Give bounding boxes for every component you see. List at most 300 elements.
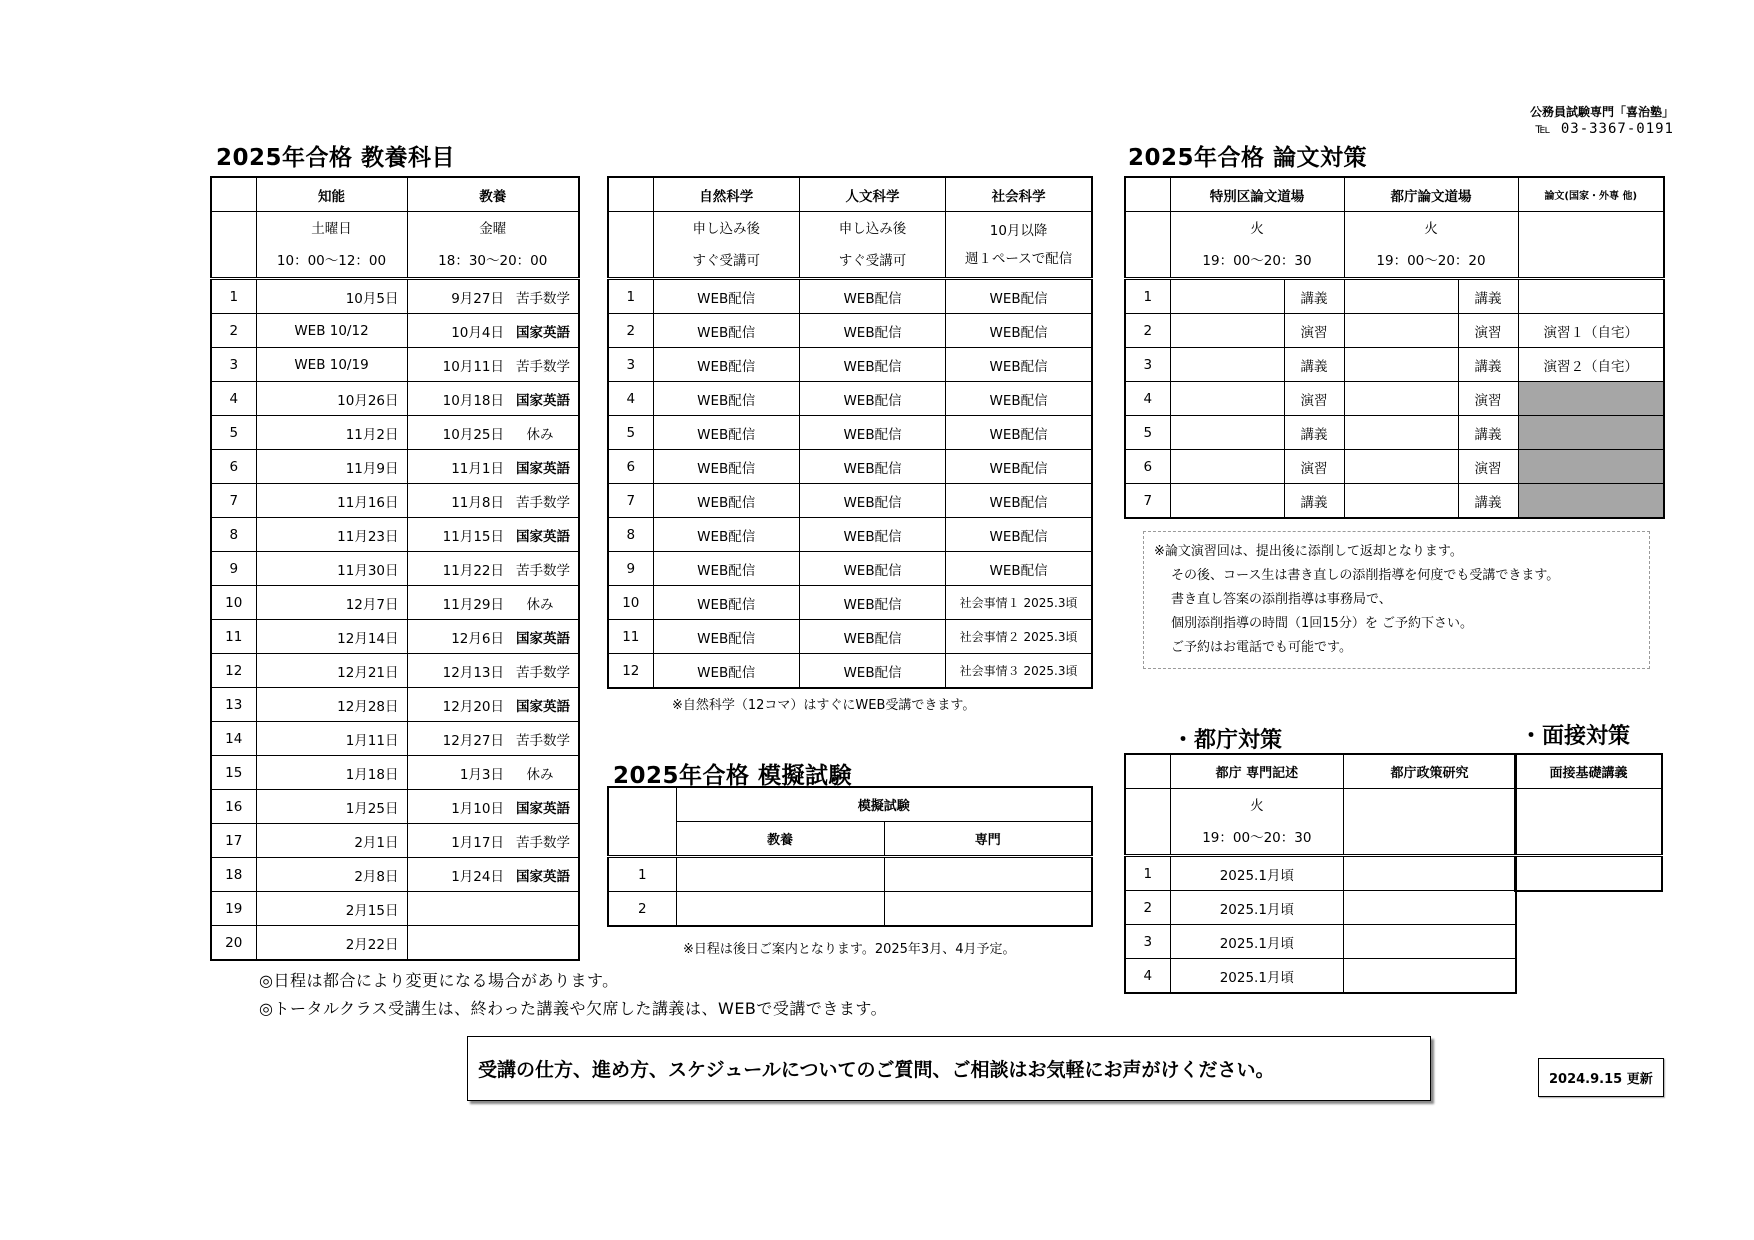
table-row [211,279,579,314]
tokubetsuku-time [1170,212,1344,279]
kyoyo-subject: 苦手数学 [516,664,570,681]
tocho-type: 演習 [1458,382,1518,416]
tocho-type: 講義 [1458,416,1518,450]
sub-line: 週１ペースで配信 [964,250,1073,267]
row-number: 5 [1125,416,1170,450]
chino-date: 12月14日 [256,620,407,654]
row-number: 1 [608,857,676,892]
org-header [1530,104,1674,138]
kagaku-schedule-table [607,176,1093,689]
table-row [211,722,579,756]
table-row [211,450,579,484]
tokubetsuku-type: 演習 [1284,314,1344,348]
corner-cell [1125,212,1170,279]
shakai-cell: WEB配信 [946,416,1092,450]
col-header-shizen: 自然科学 [653,177,799,212]
note-line: 個別添削指導の時間（1回15分）を ご予約下さい。 [1171,616,1473,631]
table-row [211,314,579,348]
chino-date: 11月23日 [256,518,407,552]
col-header-tokubetsuku: 特別区論文道場 [1170,177,1344,212]
kyoyo-entry [407,416,579,450]
chino-date: WEB 10/19 [256,348,407,382]
kyoyo-entry [407,756,579,790]
row-number: 13 [211,688,256,722]
tokubetsuku-blank [1170,314,1284,348]
inquiry-banner [467,1036,1431,1101]
shakai-cell: WEB配信 [946,279,1092,314]
row-number: 1 [211,279,256,314]
updated-stamp: 2024.9.15 更新 [1538,1058,1664,1097]
kyoyo-date: 10月25日 [442,426,504,443]
shakai-cell: WEB配信 [946,348,1092,382]
tocho-seisaku-cell [1344,925,1516,959]
kyoyo-subject: 国家英語 [516,868,570,885]
mensetsu-row-1 [1515,856,1662,892]
ronbun-note-box [1143,531,1650,669]
row-number: 17 [211,824,256,858]
kyoyo-date: 11月15日 [442,528,504,545]
tocho-type: 講義 [1458,279,1518,314]
table-row [211,586,579,620]
kyoyo-date: 11月22日 [442,562,504,579]
sub-line: 19：00〜20：30 [1202,829,1312,846]
row-number: 2 [608,314,653,348]
table-row [608,552,1092,586]
col-header-mensetsu: 面接基礎講義 [1515,754,1662,789]
row-number: 12 [608,654,653,689]
shakai-cell: WEB配信 [946,552,1092,586]
sub-line: 申し込み後 [838,220,907,237]
table-row [608,620,1092,654]
kyoyo-entry [407,824,579,858]
kyoyo-subject: 休み [526,766,554,783]
table-row [211,688,579,722]
note-line: ご予約はお電話でも可能です。 [1171,640,1352,655]
chino-date: 2月22日 [256,926,407,961]
jinbun-cell: WEB配信 [799,654,945,689]
kagaku-note: ※自然科学（12コマ）はすぐにWEB受講できます。 [672,698,976,713]
corner-cell [1125,177,1170,212]
chino-date: 11月9日 [256,450,407,484]
corner-cell [608,212,653,279]
row-number: 9 [211,552,256,586]
sub-line: 19：00〜20：20 [1376,252,1486,269]
ronbun-table [1124,176,1665,519]
chino-date: 12月21日 [256,654,407,688]
tocho-type: 講義 [1458,348,1518,382]
kyoyo-date: 11月1日 [451,460,504,477]
chino-date: 11月30日 [256,552,407,586]
kyoyo-entry [407,518,579,552]
row-number: 1 [608,279,653,314]
table-row [1125,279,1664,314]
kyoyo-subject: 国家英語 [516,528,570,545]
kyoyo-subject: 苦手数学 [516,290,570,307]
org-tel: ℡ 03-3367-0191 [1535,121,1674,137]
table-row [211,484,579,518]
chino-date: 1月11日 [256,722,407,756]
table-row [211,824,579,858]
jinbun-cell: WEB配信 [799,348,945,382]
tokubetsuku-blank [1170,382,1284,416]
table-row [608,416,1092,450]
tocho-senmon-date: 2025.1月頃 [1170,925,1343,959]
chino-date: 1月18日 [256,756,407,790]
kyoyo-entry [407,348,579,382]
table-row [211,518,579,552]
tokubetsuku-blank [1170,484,1284,519]
kyoyo-entry [407,858,579,892]
kyoyo-entry [407,450,579,484]
shakai-cell: 社会事情２ 2025.3頃 [946,620,1092,654]
row-number: 4 [1125,382,1170,416]
row-number: 8 [211,518,256,552]
table-row [1125,348,1664,382]
row-number: 6 [1125,450,1170,484]
org-name: 公務員試験専門「喜治塾」 [1529,105,1674,119]
tokubetsuku-type: 演習 [1284,382,1344,416]
row-number: 11 [211,620,256,654]
kyoyo-subject: 国家英語 [516,800,570,817]
mogi-senmon-header: 専門 [884,822,1092,857]
col-header-tocho-senmon: 都庁 専門記述 [1170,754,1343,789]
chino-day: 土曜日 [311,220,352,237]
corner-cell [1125,789,1170,856]
kyoyo-subject: 国家英語 [516,460,570,477]
table-row [211,416,579,450]
shizen-cell: WEB配信 [653,654,799,689]
row-number: 10 [608,586,653,620]
mogi-kyoyo-cell [676,892,884,927]
shizen-cell: WEB配信 [653,484,799,518]
jinbun-cell: WEB配信 [799,279,945,314]
tocho-blank [1344,382,1458,416]
kokka-cell [1518,450,1664,484]
chino-date: 11月16日 [256,484,407,518]
tocho-ronbun-time [1344,212,1518,279]
note-line: その後、コース生は書き直しの添削指導を何度でも受講できます。 [1171,568,1560,583]
shakai-cell: WEB配信 [946,314,1092,348]
jinbun-sub [799,212,945,279]
kyoyo-day: 金曜 [479,220,507,237]
col-header-tocho-seisaku: 都庁政策研究 [1344,754,1516,789]
table-row [1125,856,1516,891]
col-header-tocho-ronbun: 都庁論文道場 [1344,177,1518,212]
tocho-type: 演習 [1458,314,1518,348]
table-row [1125,450,1664,484]
kyoyo-entry [407,620,579,654]
tocho-blank [1344,314,1458,348]
table-row [608,857,1092,892]
title-mensetsu: ・面接対策 [1520,724,1631,749]
kyoyo-subject: 苦手数学 [516,732,570,749]
kyoyo-entry [407,279,579,314]
tocho-seisaku-time [1344,789,1516,856]
row-number: 7 [608,484,653,518]
kyoyo-subject: 国家英語 [516,392,570,409]
tocho-table [1124,753,1517,994]
row-number: 7 [1125,484,1170,519]
jinbun-cell: WEB配信 [799,484,945,518]
table-row [1125,382,1664,416]
row-number: 4 [211,382,256,416]
shakai-cell: WEB配信 [946,382,1092,416]
shizen-cell: WEB配信 [653,620,799,654]
tokubetsuku-type: 講義 [1284,484,1344,519]
kyoyo-entry [407,552,579,586]
row-number: 18 [211,858,256,892]
table-row [608,279,1092,314]
table-row [211,348,579,382]
kyoyo-date: 1月24日 [451,868,504,885]
corner-cell [1125,754,1170,789]
kokka-cell [1518,279,1664,314]
schedule-note-2: ◎トータルクラス受講生は、終わった講義や欠席した講義は、WEBで受講できます。 [259,999,888,1018]
table-row [1125,416,1664,450]
kyoyo-subject: 苦手数学 [516,358,570,375]
shizen-cell: WEB配信 [653,279,799,314]
tocho-senmon-time [1170,789,1343,856]
kyoyo-subject: 苦手数学 [516,494,570,511]
chino-date: 10月26日 [256,382,407,416]
mogi-note: ※日程は後日ご案内となります。2025年3月、4月予定。 [683,942,1016,957]
shakai-cell: 社会事情３ 2025.3頃 [946,654,1092,689]
row-number: 6 [608,450,653,484]
row-number: 6 [211,450,256,484]
sub-line: 10月以降 [989,222,1048,239]
table-row [608,518,1092,552]
table-row [1125,314,1664,348]
kyoyo-entry [407,688,579,722]
jinbun-cell: WEB配信 [799,620,945,654]
sub-line: 火 [1424,220,1438,237]
chino-date: 1月25日 [256,790,407,824]
row-number: 2 [1125,891,1170,925]
kyoyo-entry [407,586,579,620]
table-row [608,586,1092,620]
shizen-cell: WEB配信 [653,450,799,484]
kokka-cell: 演習２（自宅） [1518,348,1664,382]
note-line: 書き直し答案の添削指導は事務局で、 [1171,592,1392,607]
row-number: 5 [608,416,653,450]
jinbun-cell: WEB配信 [799,552,945,586]
kyoyo-date: 1月3日 [459,766,504,783]
mogi-kyoyo-cell [676,857,884,892]
kyoyo-time [407,212,579,279]
row-number: 7 [211,484,256,518]
kyoyo-subject: 国家英語 [516,324,570,341]
row-number: 5 [211,416,256,450]
sub-line: 火 [1250,220,1264,237]
table-row [211,892,579,926]
mogi-senmon-cell [884,857,1092,892]
jinbun-cell: WEB配信 [799,450,945,484]
banner-text: 受講の仕方、進め方、スケジュールについてのご質問、ご相談はお気軽にお声がけください。 [478,1059,1275,1081]
table-row [1125,891,1516,925]
kyoyo-date: 12月20日 [442,698,504,715]
row-number: 12 [211,654,256,688]
tokubetsuku-type: 講義 [1284,416,1344,450]
tokubetsuku-type: 講義 [1284,348,1344,382]
mensetsu-table [1514,753,1663,892]
kyoyo-entry [407,790,579,824]
title-tocho: ・都庁対策 [1172,728,1283,753]
row-number: 8 [608,518,653,552]
kyoyo-date: 12月27日 [442,732,504,749]
tocho-type: 講義 [1458,484,1518,519]
mogi-senmon-cell [884,892,1092,927]
row-number: 1 [1125,279,1170,314]
table-row [608,892,1092,927]
shakai-cell: WEB配信 [946,518,1092,552]
shakai-cell: WEB配信 [946,450,1092,484]
corner-cell [211,212,256,279]
row-number: 3 [1125,348,1170,382]
tocho-senmon-date: 2025.1月頃 [1170,959,1343,994]
row-number: 9 [608,552,653,586]
ronbun-kokka-time [1518,212,1664,279]
mogi-header: 模擬試験 [676,787,1092,822]
table-row [608,314,1092,348]
tocho-seisaku-cell [1344,959,1516,994]
chino-date: 2月1日 [256,824,407,858]
kokka-cell [1518,484,1664,519]
tokubetsuku-type: 演習 [1284,450,1344,484]
shizen-cell: WEB配信 [653,552,799,586]
row-number: 20 [211,926,256,961]
col-header-kyoyo: 教養 [407,177,579,212]
jinbun-cell: WEB配信 [799,416,945,450]
corner-cell [211,177,256,212]
shizen-cell: WEB配信 [653,518,799,552]
kyoyo-date: 11月8日 [451,494,504,511]
col-header-jinbun: 人文科学 [799,177,945,212]
table-row [608,348,1092,382]
kyoyo-date: 11月29日 [442,596,504,613]
col-header-shakai: 社会科学 [946,177,1092,212]
table-row [1125,959,1516,994]
table-row [1125,925,1516,959]
sub-line: 19：00〜20：30 [1202,252,1312,269]
shizen-cell: WEB配信 [653,586,799,620]
tocho-blank [1344,279,1458,314]
kyoyo-date: 9月27日 [451,290,504,307]
chino-date: 12月7日 [256,586,407,620]
mogi-kyoyo-header: 教養 [676,822,884,857]
tocho-type: 演習 [1458,450,1518,484]
table-row [608,654,1092,689]
tokubetsuku-blank [1170,450,1284,484]
kyoyo-subject: 苦手数学 [516,834,570,851]
row-number: 1 [1125,856,1170,891]
row-number: 14 [211,722,256,756]
chino-time [256,212,407,279]
kyoyo-entry [407,484,579,518]
chino-date: 12月28日 [256,688,407,722]
tocho-blank [1344,484,1458,519]
shakai-sub [946,212,1092,279]
kyoyo-date: 1月10日 [451,800,504,817]
title-kyoyo: 2025年合格 教養科目 [216,145,456,171]
tocho-senmon-date: 2025.1月頃 [1170,856,1343,891]
kyoyo-subject: 休み [526,596,554,613]
chino-date: 11月2日 [256,416,407,450]
mensetsu-time [1515,789,1662,856]
tokubetsuku-blank [1170,348,1284,382]
corner-cell [608,177,653,212]
kyoyo-schedule-table [210,176,580,961]
table-row [211,756,579,790]
table-row [608,450,1092,484]
note-line: ※論文演習回は、提出後に添削して返却となります。 [1154,544,1463,559]
chino-date: 10月5日 [256,279,407,314]
tokubetsuku-type: 講義 [1284,279,1344,314]
shizen-cell: WEB配信 [653,382,799,416]
shakai-cell: 社会事情１ 2025.3頃 [946,586,1092,620]
row-number: 4 [608,382,653,416]
jinbun-cell: WEB配信 [799,518,945,552]
title-ronbun: 2025年合格 論文対策 [1128,145,1368,171]
shizen-sub [653,212,799,279]
shakai-cell: WEB配信 [946,484,1092,518]
tocho-blank [1344,450,1458,484]
shizen-cell: WEB配信 [653,348,799,382]
kokka-cell [1518,416,1664,450]
tocho-senmon-date: 2025.1月頃 [1170,891,1343,925]
jinbun-cell: WEB配信 [799,314,945,348]
table-row [211,790,579,824]
chino-date: WEB 10/12 [256,314,407,348]
row-number: 3 [608,348,653,382]
tocho-blank [1344,416,1458,450]
kyoyo-subject: 国家英語 [516,630,570,647]
schedule-note-1: ◎日程は都合により変更になる場合があります。 [259,971,619,990]
row-number: 15 [211,756,256,790]
sub-line: 火 [1250,797,1264,814]
row-number: 10 [211,586,256,620]
kyoyo-date: 10月4日 [451,324,504,341]
kyoyo-date: 10月18日 [442,392,504,409]
jinbun-cell: WEB配信 [799,586,945,620]
tokubetsuku-blank [1170,279,1284,314]
col-header-chino: 知能 [256,177,407,212]
tocho-blank [1344,348,1458,382]
chino-hours: 10：00〜12：00 [276,252,387,269]
title-mogi: 2025年合格 模擬試験 [613,763,853,789]
col-header-ronbun-kokka: 論文(国家・外専 他) [1518,177,1664,212]
kokka-cell [1518,382,1664,416]
row-number: 4 [1125,959,1170,994]
kyoyo-subject: 国家英語 [516,698,570,715]
kokka-cell: 演習１（自宅） [1518,314,1664,348]
row-number: 11 [608,620,653,654]
kyoyo-hours: 18：30〜20：00 [438,252,548,269]
kyoyo-entry [407,722,579,756]
table-row [211,382,579,416]
jinbun-cell: WEB配信 [799,382,945,416]
table-row [211,926,579,961]
sub-line: すぐ受講可 [692,252,760,269]
kyoyo-date: 10月11日 [442,358,504,375]
corner-cell [608,787,676,857]
table-row [211,654,579,688]
tocho-seisaku-cell [1344,856,1516,891]
kyoyo-entry [407,654,579,688]
shizen-cell: WEB配信 [653,416,799,450]
kyoyo-date: 1月17日 [451,834,504,851]
kyoyo-date: 12月6日 [451,630,504,647]
kyoyo-entry [407,892,579,926]
